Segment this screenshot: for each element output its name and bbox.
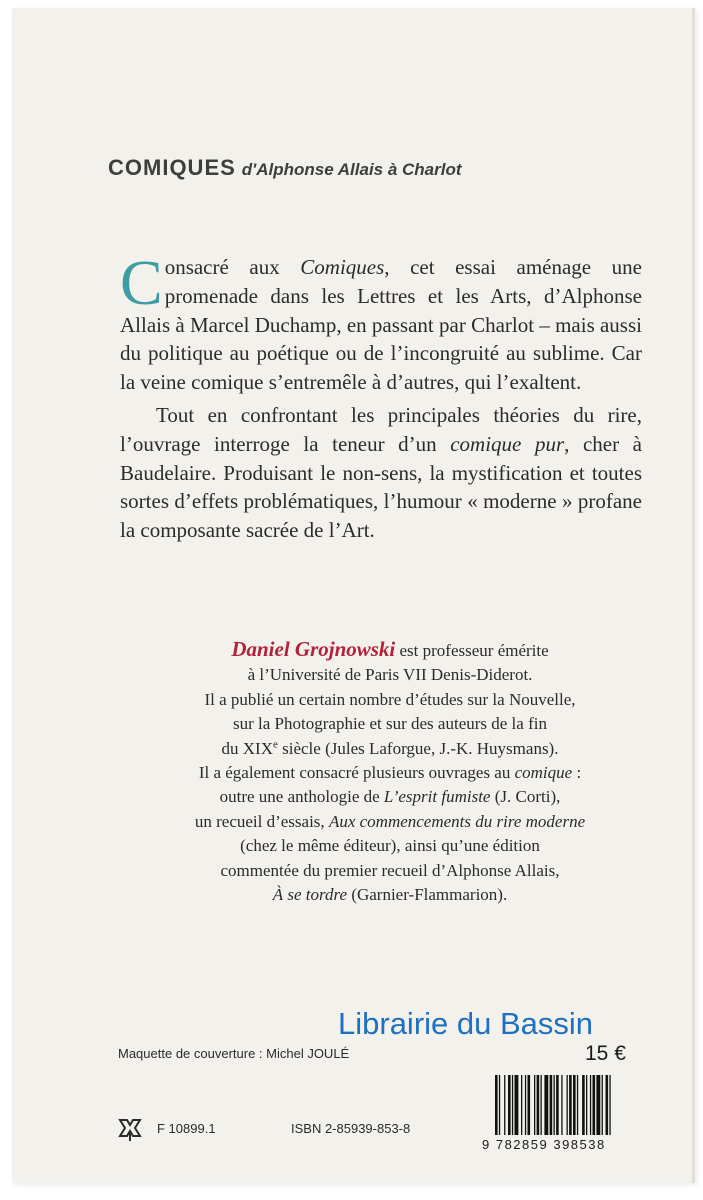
book-title — [108, 155, 462, 181]
barcode-icon — [493, 1075, 653, 1135]
blurb-p2-text-a: Tout en confrontant les principales théories du rire, l’ouvrage interroge la teneur d’un — [120, 402, 642, 456]
barcode-number: 9 782859 398538 — [482, 1137, 606, 1152]
publisher-logo-icon — [117, 1116, 143, 1142]
bio-line-7-b: (J. Corti), — [490, 787, 561, 807]
bio-line-11-italic: À se tordre — [272, 885, 348, 905]
author-name: Daniel Grojnowski — [231, 637, 396, 661]
bio-line-2: à l’Université de Paris VII Denis-Diderot. — [247, 665, 533, 685]
title-subtitle: d'Alphonse Allais à Charlot — [241, 160, 462, 179]
publisher-reference: F 10899.1 — [157, 1121, 216, 1136]
bio-line-8-italic: Aux commencements du rire moderne — [328, 811, 586, 831]
price-label: 15 € — [585, 1042, 626, 1065]
blurb-p2-text-b: , cher à Baudelaire. Produisant le non-sens, la mystification et toutes sortes d’effets problématiques, l’humour « moderne » profane la composante sacrée de l’Art. — [120, 431, 642, 543]
cover-design-credit: Maquette de couverture : Michel JOULÉ — [118, 1046, 350, 1061]
bio-line-8-a: un recueil d’essais, — [194, 811, 329, 831]
author-bio — [110, 637, 670, 907]
bio-line-8 — [110, 810, 670, 834]
blurb-p2-italic: comique pur — [450, 431, 565, 456]
bio-line-6-italic: comique — [514, 763, 573, 783]
blurb-paragraph-2 — [120, 401, 642, 545]
bio-line-7-a: outre une anthologie de — [219, 787, 384, 807]
blurb-text — [120, 247, 642, 545]
blurb-p1-italic: Comiques — [300, 255, 385, 279]
dropcap-letter: C — [120, 247, 163, 318]
bio-line-6-b: : — [572, 763, 582, 783]
title-main: COMIQUES — [108, 155, 236, 180]
bio-line-10: commentée du premier recueil d’Alphonse Allais, — [220, 860, 560, 880]
bio-line-5 — [110, 737, 670, 761]
bio-line-11-b: (Garnier-Flammarion). — [347, 885, 508, 905]
bio-line-6-a: Il a également consacré plusieurs ouvrages au — [198, 763, 515, 783]
bio-line-9: (chez le même éditeur), ainsi qu’une édition — [240, 836, 540, 856]
bio-line-1-rest: est professeur émérite — [395, 641, 549, 660]
bookshop-watermark: Librairie du Bassin — [338, 1006, 594, 1041]
bio-line-6 — [110, 761, 670, 785]
isbn-label: ISBN 2-85939-853-8 — [291, 1121, 411, 1136]
blurb-paragraph-1 — [120, 247, 642, 397]
bio-line-5-a: du XIX — [221, 738, 273, 758]
bio-line-7-italic: L’esprit fumiste — [383, 787, 491, 807]
bio-line-11 — [110, 883, 670, 907]
blurb-p1-text-b: , cet essai aménage une promenade dans les Lettres et les Arts, d’Alphonse Allais à Marcel Duchamp, en passant par Charlot – mais aussi du politique au poétique ou de l’incongruité au sublime. Car la veine comique s’entremêle à d’autres, qui l’exaltent. — [120, 255, 642, 395]
bio-line-3: Il a publié un certain nombre d’études sur la Nouvelle, — [204, 689, 576, 709]
bio-line-5-b: siècle (Jules Laforgue, J.-K. Huysmans). — [277, 738, 559, 758]
bio-line-5-sup: e — [272, 737, 278, 750]
bio-line-4: sur la Photographie et sur des auteurs de la fin — [233, 714, 547, 734]
blurb-p1-text-a: onsacré aux — [164, 255, 301, 279]
bio-line-1 — [110, 637, 670, 663]
bio-line-7 — [110, 785, 670, 809]
